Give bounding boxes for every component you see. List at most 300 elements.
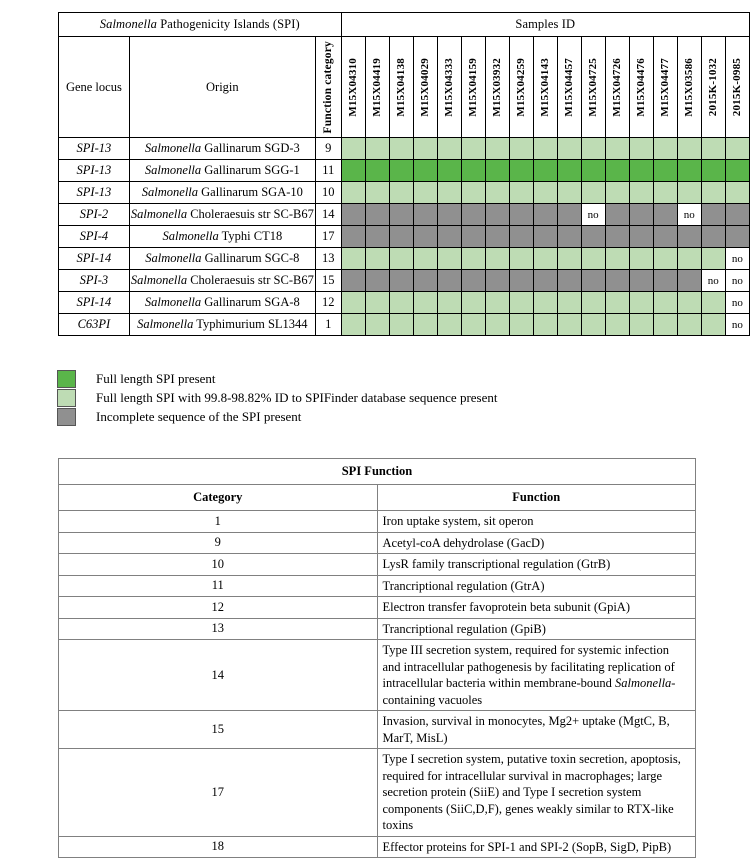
column-header-sample-4 (437, 37, 461, 138)
presence-cell (461, 204, 485, 226)
function-table-row (59, 640, 696, 711)
origin-cell (129, 292, 315, 314)
sample-id-label: M15X04138 (395, 57, 408, 117)
column-header-sample-3 (413, 37, 437, 138)
presence-cell (509, 270, 533, 292)
presence-cell (677, 314, 701, 336)
presence-cell (509, 204, 533, 226)
function-table-row (59, 597, 696, 619)
presence-cell (461, 314, 485, 336)
origin-cell (129, 138, 315, 160)
presence-cell (629, 292, 653, 314)
presence-cell (677, 160, 701, 182)
presence-cell (365, 138, 389, 160)
function-description: Electron transfer favoprotein beta subunit (GpiA) (377, 597, 696, 619)
presence-cell (509, 248, 533, 270)
gene-locus-cell: SPI-14 (59, 292, 130, 314)
presence-cell (653, 314, 677, 336)
presence-cell: no (581, 204, 605, 226)
function-description: Acetyl-coA dehydrolase (GacD) (377, 532, 696, 554)
function-description: Effector proteins for SPI-1 and SPI-2 (SopB, SigD, PipB) (377, 836, 696, 858)
presence-cell (557, 248, 581, 270)
presence-cell (341, 270, 365, 292)
presence-cell (533, 182, 557, 204)
presence-cell (557, 292, 581, 314)
gene-locus-cell: SPI-14 (59, 248, 130, 270)
origin-cell (129, 270, 315, 292)
presence-cell (581, 138, 605, 160)
presence-cell (437, 204, 461, 226)
function-category-cell: 12 (315, 292, 341, 314)
matrix-row (59, 248, 750, 270)
presence-cell (437, 160, 461, 182)
presence-cell (533, 226, 557, 248)
presence-cell (389, 248, 413, 270)
origin-strain: Gallinarum SGC-8 (201, 251, 300, 265)
presence-cell (485, 292, 509, 314)
spi-matrix-table-container (58, 12, 750, 336)
presence-cell: no (725, 248, 749, 270)
presence-cell (701, 204, 725, 226)
origin-genus: Salmonella (144, 295, 202, 309)
presence-cell (653, 248, 677, 270)
presence-cell (461, 160, 485, 182)
column-header-sample-0 (341, 37, 365, 138)
presence-cell (485, 182, 509, 204)
presence-cell (533, 292, 557, 314)
presence-cell (389, 270, 413, 292)
function-category-value: 9 (59, 532, 378, 554)
presence-cell (341, 182, 365, 204)
legend-item (57, 407, 498, 426)
function-table-row (59, 575, 696, 597)
presence-cell (413, 292, 437, 314)
presence-cell (557, 204, 581, 226)
presence-cell (461, 138, 485, 160)
presence-cell (437, 226, 461, 248)
presence-cell (341, 204, 365, 226)
presence-cell (653, 226, 677, 248)
matrix-group-header-row (59, 13, 750, 37)
sample-id-label: M15X03586 (683, 57, 696, 117)
presence-cell (653, 292, 677, 314)
presence-cell (581, 248, 605, 270)
presence-cell (341, 226, 365, 248)
presence-cell (605, 160, 629, 182)
presence-cell (365, 160, 389, 182)
presence-cell (533, 204, 557, 226)
presence-cell (629, 270, 653, 292)
matrix-row (59, 160, 750, 182)
presence-cell (677, 292, 701, 314)
column-header-sample-7 (509, 37, 533, 138)
presence-cell (509, 226, 533, 248)
presence-cell (485, 226, 509, 248)
function-category-value: 1 (59, 511, 378, 533)
function-description: Iron uptake system, sit operon (377, 511, 696, 533)
origin-strain: Gallinarum SGA-8 (201, 295, 300, 309)
presence-cell (605, 204, 629, 226)
function-category-value: 10 (59, 554, 378, 576)
presence-cell (629, 138, 653, 160)
spi-matrix-table (58, 12, 750, 336)
origin-strain: Gallinarum SGD-3 (201, 141, 300, 155)
presence-cell (581, 270, 605, 292)
presence-cell (605, 182, 629, 204)
function-table-header (59, 459, 696, 511)
spi-function-table (58, 458, 696, 858)
presence-cell (461, 248, 485, 270)
presence-cell (629, 160, 653, 182)
matrix-row (59, 138, 750, 160)
presence-cell (581, 314, 605, 336)
legend (57, 369, 498, 426)
column-header-sample-16 (725, 37, 749, 138)
origin-cell (129, 248, 315, 270)
function-category-cell: 1 (315, 314, 341, 336)
gene-locus-cell: SPI-3 (59, 270, 130, 292)
presence-cell (437, 314, 461, 336)
presence-cell (389, 292, 413, 314)
function-category-value: 17 (59, 749, 378, 837)
presence-cell (461, 226, 485, 248)
presence-cell (605, 248, 629, 270)
origin-strain: Choleraesuis str SC-B67 (187, 207, 314, 221)
presence-cell (365, 204, 389, 226)
presence-cell (557, 160, 581, 182)
column-header-sample-12 (629, 37, 653, 138)
function-table-row (59, 836, 696, 858)
presence-cell: no (725, 314, 749, 336)
presence-cell (485, 314, 509, 336)
column-header-sample-11 (605, 37, 629, 138)
origin-strain: Choleraesuis str SC-B67 (187, 273, 314, 287)
presence-cell (389, 160, 413, 182)
presence-cell (605, 226, 629, 248)
presence-cell (533, 138, 557, 160)
presence-cell (413, 314, 437, 336)
gene-locus-cell: C63PI (59, 314, 130, 336)
sample-id-label: M15X04143 (539, 57, 552, 117)
origin-strain: Typhimurium SL1344 (193, 317, 308, 331)
sample-id-label: M15X04476 (635, 57, 648, 117)
sample-id-label: M15X04333 (443, 57, 456, 117)
function-category-cell: 15 (315, 270, 341, 292)
presence-cell (677, 138, 701, 160)
presence-cell (701, 138, 725, 160)
presence-cell (533, 160, 557, 182)
presence-cell (725, 226, 749, 248)
presence-cell (557, 270, 581, 292)
origin-cell (129, 226, 315, 248)
matrix-row (59, 270, 750, 292)
legend-label: Full length SPI present (96, 370, 216, 386)
gene-locus-cell: SPI-13 (59, 138, 130, 160)
function-table-row (59, 711, 696, 749)
presence-cell (389, 182, 413, 204)
presence-cell: no (677, 204, 701, 226)
presence-cell (629, 226, 653, 248)
presence-cell (701, 160, 725, 182)
matrix-row (59, 204, 750, 226)
spi-function-table-container (58, 458, 696, 858)
column-header-sample-1 (365, 37, 389, 138)
function-category-value: 11 (59, 575, 378, 597)
gene-locus-cell: SPI-13 (59, 160, 130, 182)
presence-cell (365, 182, 389, 204)
origin-genus: Salmonella (137, 317, 194, 331)
sample-id-label: 2015K-1032 (707, 57, 720, 117)
legend-swatch-incomplete (57, 408, 76, 426)
presence-cell (461, 292, 485, 314)
column-header-sample-10 (581, 37, 605, 138)
origin-cell (129, 204, 315, 226)
column-header-sample-14 (677, 37, 701, 138)
presence-cell (605, 314, 629, 336)
gene-locus-cell: SPI-4 (59, 226, 130, 248)
presence-cell: no (725, 270, 749, 292)
origin-strain: Typhi CT18 (218, 229, 283, 243)
presence-cell (461, 182, 485, 204)
column-header-function-category (315, 37, 341, 138)
origin-genus: Salmonella (145, 251, 202, 265)
column-header-sample-8 (533, 37, 557, 138)
column-header-sample-2 (389, 37, 413, 138)
legend-item (57, 388, 498, 407)
column-header-origin: Origin (129, 37, 315, 138)
presence-cell (629, 204, 653, 226)
presence-cell (437, 292, 461, 314)
function-description (377, 640, 696, 711)
matrix-row (59, 292, 750, 314)
group-header-spi-italic: Salmonella (99, 17, 158, 31)
presence-cell (365, 226, 389, 248)
legend-swatch-partial-id (57, 389, 76, 407)
presence-cell (341, 160, 365, 182)
presence-cell (629, 182, 653, 204)
presence-cell (653, 270, 677, 292)
presence-cell (437, 182, 461, 204)
legend-swatch-full-length (57, 370, 76, 388)
function-category-cell: 13 (315, 248, 341, 270)
sample-id-label: 2015K-0985 (731, 57, 744, 117)
presence-cell (605, 270, 629, 292)
presence-cell (485, 270, 509, 292)
gene-locus-cell: SPI-13 (59, 182, 130, 204)
origin-cell (129, 160, 315, 182)
presence-cell (725, 204, 749, 226)
presence-cell (509, 314, 533, 336)
matrix-row (59, 182, 750, 204)
presence-cell (701, 292, 725, 314)
presence-cell (701, 248, 725, 270)
presence-cell (653, 182, 677, 204)
function-table-title: SPI Function (59, 459, 696, 485)
function-category-value: 14 (59, 640, 378, 711)
function-category-value: 12 (59, 597, 378, 619)
function-table-column-header-row (59, 485, 696, 511)
presence-cell (413, 138, 437, 160)
presence-cell (605, 292, 629, 314)
presence-cell (605, 138, 629, 160)
presence-cell (413, 248, 437, 270)
origin-genus: Salmonella (162, 229, 219, 243)
presence-cell (389, 138, 413, 160)
presence-cell (533, 314, 557, 336)
presence-cell: no (725, 292, 749, 314)
presence-cell (485, 138, 509, 160)
presence-cell (413, 204, 437, 226)
gene-locus-cell: SPI-2 (59, 204, 130, 226)
legend-label: Incomplete sequence of the SPI present (96, 408, 302, 424)
column-header-gene-locus: Gene locus (59, 37, 130, 138)
function-text-pre: Type III secretion system, required for systemic infection and intracellular pathogenesis by facilitating replication of intracellular bacteria within membrane-bound (382, 643, 675, 690)
sample-id-label: M15X04457 (563, 57, 576, 117)
presence-cell (437, 248, 461, 270)
column-header-function: Function (377, 485, 696, 511)
presence-cell (413, 182, 437, 204)
presence-cell (701, 314, 725, 336)
presence-cell (629, 314, 653, 336)
matrix-row (59, 226, 750, 248)
group-header-spi (59, 13, 342, 37)
matrix-column-header-row (59, 37, 750, 138)
sample-id-label: M15X04310 (347, 57, 360, 117)
legend-item (57, 369, 498, 388)
presence-cell (557, 314, 581, 336)
presence-cell (677, 248, 701, 270)
function-text-italic: Salmonella (615, 676, 672, 690)
presence-cell (365, 270, 389, 292)
column-header-function-category-label: Function category (322, 40, 335, 134)
function-description: Type I secretion system, putative toxin secretion, apoptosis, required for intracellular survival in macrophages; large secretion protein (SiiE) and Type I secretion system components (SiiC,D,F), genes weakly similar to RTX-like toxins (377, 749, 696, 837)
function-table-body (59, 511, 696, 858)
origin-genus: Salmonella (144, 163, 202, 177)
function-description: Invasion, survival in monocytes, Mg2+ uptake (MgtC, B, MarT, MisL) (377, 711, 696, 749)
group-header-samples: Samples ID (341, 13, 749, 37)
sample-id-label: M15X04726 (611, 57, 624, 117)
origin-genus: Salmonella (130, 273, 188, 287)
legend-label: Full length SPI with 99.8-98.82% ID to SPIFinder database sequence present (96, 389, 498, 405)
function-category-value: 18 (59, 836, 378, 858)
function-category-value: 13 (59, 618, 378, 640)
presence-cell (581, 160, 605, 182)
origin-strain: Gallinarum SGA-10 (198, 185, 303, 199)
sample-id-label: M15X04029 (419, 57, 432, 117)
presence-cell (509, 182, 533, 204)
sample-id-label: M15X04477 (659, 57, 672, 117)
origin-strain: Gallinarum SGG-1 (201, 163, 300, 177)
presence-cell (581, 292, 605, 314)
column-header-sample-6 (485, 37, 509, 138)
presence-cell (581, 226, 605, 248)
presence-cell (701, 226, 725, 248)
function-table-row (59, 618, 696, 640)
presence-cell (341, 314, 365, 336)
presence-cell (365, 292, 389, 314)
presence-cell (509, 138, 533, 160)
origin-genus: Salmonella (144, 141, 202, 155)
origin-cell (129, 314, 315, 336)
presence-cell (341, 292, 365, 314)
presence-cell (413, 226, 437, 248)
presence-cell (701, 182, 725, 204)
function-description: LysR family transcriptional regulation (GtrB) (377, 554, 696, 576)
column-header-sample-5 (461, 37, 485, 138)
origin-genus: Salmonella (141, 185, 199, 199)
function-table-row (59, 749, 696, 837)
presence-cell (437, 138, 461, 160)
presence-cell (437, 270, 461, 292)
presence-cell (653, 138, 677, 160)
sample-id-label: M15X04259 (515, 57, 528, 117)
presence-cell (725, 182, 749, 204)
column-header-category: Category (59, 485, 378, 511)
function-category-cell: 11 (315, 160, 341, 182)
function-category-cell: 9 (315, 138, 341, 160)
matrix-body (59, 138, 750, 336)
presence-cell: no (701, 270, 725, 292)
function-category-cell: 17 (315, 226, 341, 248)
presence-cell (653, 204, 677, 226)
sample-id-label: M15X04419 (371, 57, 384, 117)
presence-cell (581, 182, 605, 204)
presence-cell (389, 314, 413, 336)
matrix-header (59, 13, 750, 138)
presence-cell (677, 182, 701, 204)
origin-cell (129, 182, 315, 204)
column-header-sample-15 (701, 37, 725, 138)
function-category-cell: 14 (315, 204, 341, 226)
function-description: Trancriptional regulation (GpiB) (377, 618, 696, 640)
presence-cell (629, 248, 653, 270)
presence-cell (413, 160, 437, 182)
function-table-row (59, 511, 696, 533)
presence-cell (413, 270, 437, 292)
presence-cell (485, 248, 509, 270)
function-table-row (59, 532, 696, 554)
sample-id-label: M15X03932 (491, 57, 504, 117)
function-table-row (59, 554, 696, 576)
matrix-row (59, 314, 750, 336)
sample-id-label: M15X04725 (587, 57, 600, 117)
presence-cell (389, 226, 413, 248)
function-category-cell: 10 (315, 182, 341, 204)
function-description: Trancriptional regulation (GtrA) (377, 575, 696, 597)
column-header-sample-9 (557, 37, 581, 138)
presence-cell (557, 138, 581, 160)
presence-cell (365, 314, 389, 336)
group-header-spi-rest: Pathogenicity Islands (SPI) (157, 17, 300, 31)
function-text-post: -containing vacuoles (382, 676, 676, 707)
presence-cell (365, 248, 389, 270)
presence-cell (677, 270, 701, 292)
presence-cell (341, 138, 365, 160)
function-category-value: 15 (59, 711, 378, 749)
presence-cell (677, 226, 701, 248)
presence-cell (557, 226, 581, 248)
function-table-title-row (59, 459, 696, 485)
presence-cell (509, 292, 533, 314)
sample-id-label: M15X04159 (467, 57, 480, 117)
column-header-sample-13 (653, 37, 677, 138)
presence-cell (509, 160, 533, 182)
presence-cell (485, 204, 509, 226)
presence-cell (533, 270, 557, 292)
presence-cell (557, 182, 581, 204)
presence-cell (389, 204, 413, 226)
presence-cell (725, 160, 749, 182)
